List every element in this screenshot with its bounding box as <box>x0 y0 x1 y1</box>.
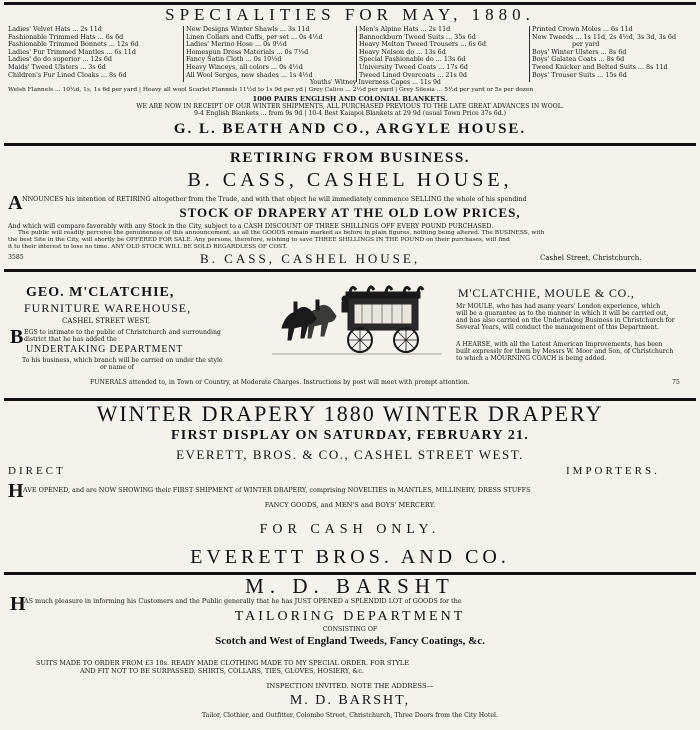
specialities-col-3: Men's Alpine Hats ... 2s 11d Bannockburn Tweed Suits ... 35s 6d Heavy Melton Tweed Trousers ... 6s 6d Heavy Nelson do ... 13s 6d Special Fashionable do ... 13s 6d University Tweed Coats ... 17s 6d Tweed Lined Overcoats ... 21s 0d <box>359 25 486 79</box>
youths-capes: Youths' Witney Inverness Capes ... 11s 9d <box>310 79 441 86</box>
suits-line2: AND FIT NOT TO BE SURPASSED. SHIRTS, COLLARS, TIES, GLOVES, HOSIERY, &c. <box>80 667 364 675</box>
everett-dropcap: H <box>8 480 24 502</box>
welsh-flannels: Welsh Flannels ... 10½d, 1s, 1s 6d per yard | Heavy all wool Scarlet Flannels 11½d to 1s 9d per yd | Grey Calico ... 2½d per yard | Grey Silesia ... 5½d per yard or 5s per dozen <box>8 87 534 93</box>
specialities-col-1: Ladies' Velvet Hats ... 2s 11d Fashionable Trimmed Hats ... 6s 6d Fashionable Trimmed Bonnets ... 12s 6d Ladies' Fur Trimmed Mantles ... 6s 11d Ladies' do do superior ... 12s 6d Maids' Tweed Ulsters ... 3s 6d Children's Fur Lined Cloaks ... 8s 6d <box>8 25 139 79</box>
mclatchie-sub: FURNITURE WAREHOUSE, <box>24 301 192 315</box>
barsht-name: M. D. BARSHT <box>245 574 455 598</box>
inspection-invited: INSPECTION INVITED. NOTE THE ADDRESS— <box>266 682 434 690</box>
suits-line1: SUITS MADE TO ORDER FROM £3 10s. READY MADE CLOTHING MADE TO MY SPECIAL ORDER. FOR STYLE <box>36 659 409 667</box>
specialities-title: SPECIALITIES FOR MAY, 1880. <box>165 5 535 24</box>
mclatchie-tohis1: To his business, which branch will be carried on under the style <box>22 357 223 364</box>
mclatchie-name: GEO. M'CLATCHIE, <box>26 285 175 300</box>
cass-title: B. CASS, CASHEL HOUSE, <box>187 169 513 191</box>
first-display: FIRST DISPLAY ON SATURDAY, FEBRUARY 21. <box>171 428 529 443</box>
barsht-line1: AS much pleasure in informing his Customers and the Public generally that he has JUST OPENED a SPLENDID LOT of GOODS for the <box>24 597 462 605</box>
moule-line3: and has also carried on the Undertaking Business in Christchurch for <box>456 317 675 324</box>
cass-dropcap: A <box>8 192 23 214</box>
blankets-line: 9-4 English Blankets ... from 9s 9d | 10-4 Best Kaiapoi Blankets at 29 9d (usual Town Price 37s 6d.) <box>193 110 507 117</box>
moule-line4: Several Years, will conduct the management of this Department. <box>456 324 660 331</box>
everett-opened1: AVE OPENED, and are NOW SHOWING their FIRST SHIPMENT of WINTER DRAPERY, comprising NOVELTIES in MANTLES, MILLINERY, DRESS STUFFS <box>23 486 531 494</box>
cass-line3: The public will readily perceive the genuineness of this announcement, as all the GOODS remain marked as before in plain figures, nothing being altered. The BUSINESS, with <box>18 230 545 236</box>
cass-retiring: RETIRING FROM BUSINESS. <box>230 150 470 166</box>
hearse-line1: A HEARSE, with all the Latest American Improvements, has been <box>456 341 663 348</box>
moule-line2: will be a guarantee as to the manner in which it will be carried out, <box>456 310 669 317</box>
cass-stock: STOCK OF DRAPERY AT THE OLD LOW PRICES, <box>179 205 521 220</box>
barsht-name2: M. D. BARSHT, <box>289 693 411 708</box>
specialities-col-2: New Designs Winter Shawls ... 3s 11d Linen Collars and Cuffs, per set ... 0s 4½d Ladies' Merino Hose ... 0s 9½d Homespun Dress Materials ... 0s 7½d Fancy Satin Cloth ... 0s 10½d Heavy Winceys, all colors ... 0s 4½d All Wool Serges, new shades ... 1s 4½d <box>186 25 323 79</box>
winter-drapery-head: WINTER DRAPERY 1880 WINTER DRAPERY <box>96 401 604 426</box>
wool-notice: WE ARE NOW IN RECEIPT OF OUR WINTER SHIPMENTS, ALL PURCHASED PREVIOUS TO THE LATE GREAT ADVANCES IN WOOL. <box>136 103 564 110</box>
direct-label: DIRECT <box>8 465 66 477</box>
barsht-dropcap: H <box>10 593 26 615</box>
mclatchie-firm2: M'CLATCHIE, MOULE & CO., <box>458 286 635 300</box>
mclatchie-ref: 75 <box>672 379 680 386</box>
barsht-address: Tailor, Clothier, and Outfitter, Colombo Street, Christchurch, Three Doors from the City Hotel. <box>202 712 498 719</box>
cass-line1: NNOUNCES his intention of RETIRING altogether from the Trade, and with that object he will immediately commence SELLING the whole of his spendind <box>22 195 527 203</box>
everett-firm: EVERETT, BROS. & CO., CASHEL STREET WEST. <box>176 447 524 462</box>
everett-bottom: EVERETT BROS. AND CO. <box>190 546 510 568</box>
cass-line2: And which will compare favorably with any Stock in the City, subject to a CASH DISCOUNT OF THREE SHILLINGS OFF EVERY POUND PURCHASED. <box>8 223 494 230</box>
scotch-tweeds: Scotch and West of England Tweeds, Fancy Coatings, &c. <box>215 635 485 647</box>
funerals-line: FUNERALS attended to, in Town or Country, at Moderate Charges. Instructions by post will meet with prompt attention. <box>90 379 470 386</box>
cass-address: Cashel Street, Christchurch. <box>540 254 642 262</box>
for-cash-only: FOR CASH ONLY. <box>259 522 441 537</box>
mclatchie-begs1: EGS to intimate to the public of Christchurch and surrounding <box>24 329 221 336</box>
beath-firm: G. L. BEATH AND CO., ARGYLE HOUSE. <box>173 121 527 137</box>
mclatchie-street: CASHEL STREET WEST, <box>62 317 151 325</box>
cass-line4: the best Site in the City, will shortly be OFFERED FOR SALE. Any persons, therefore, wishing to save THREE SHILLINGS IN THE POUND on their purchases, will find <box>8 237 510 243</box>
tailoring-dept: TAILORING DEPARTMENT <box>234 609 466 624</box>
specialities-col-4: Printed Crown Moles ... 6s 11d New Tweeds ... 1s 11d, 2s 4½d, 3s 3d, 3s 6d per yard Boys' Winter Ulsters ... 8s 6d Boys' Galatea Coats ... 8s 6d Tweed Knicker and Belted Suits ... 8s 11d Boys' Trouser Suits ... 15s 6d <box>532 25 677 79</box>
mclatchie-dropcap: B <box>10 326 24 348</box>
cass-ref: 3585 <box>8 254 24 261</box>
blankets-head: 1000 PAIRS ENGLISH AND COLONIAL BLANKETS. <box>252 95 448 103</box>
mclatchie-tohis2: or name of <box>100 364 134 371</box>
hearse-line2: built expressly for them by Messrs W. Moor and Son, of Christchurch <box>456 348 674 355</box>
cass-line5: it to their interest to lose no time. ANY OLD STOCK WILL BE SOLD REGARDLESS OF COST. <box>8 244 288 250</box>
cass-footer: B. CASS, CASHEL HOUSE, <box>200 251 421 266</box>
mclatchie-dept: UNDERTAKING DEPARTMENT <box>26 344 184 355</box>
consisting-of: CONSISTING OF <box>322 626 378 633</box>
moule-line1: Mr MOULE, who has had many years' London experience, which <box>456 303 661 310</box>
mclatchie-begs2: district that he has added the <box>24 336 117 343</box>
everett-opened2: FANCY GOODS, and MEN'S and BOYS' MERCERY. <box>264 501 436 509</box>
hearse-line3: to which a MOURNING COACH is being added. <box>456 355 607 362</box>
importers-label: IMPORTERS. <box>566 465 660 477</box>
hearse-illustration-icon <box>272 280 442 360</box>
